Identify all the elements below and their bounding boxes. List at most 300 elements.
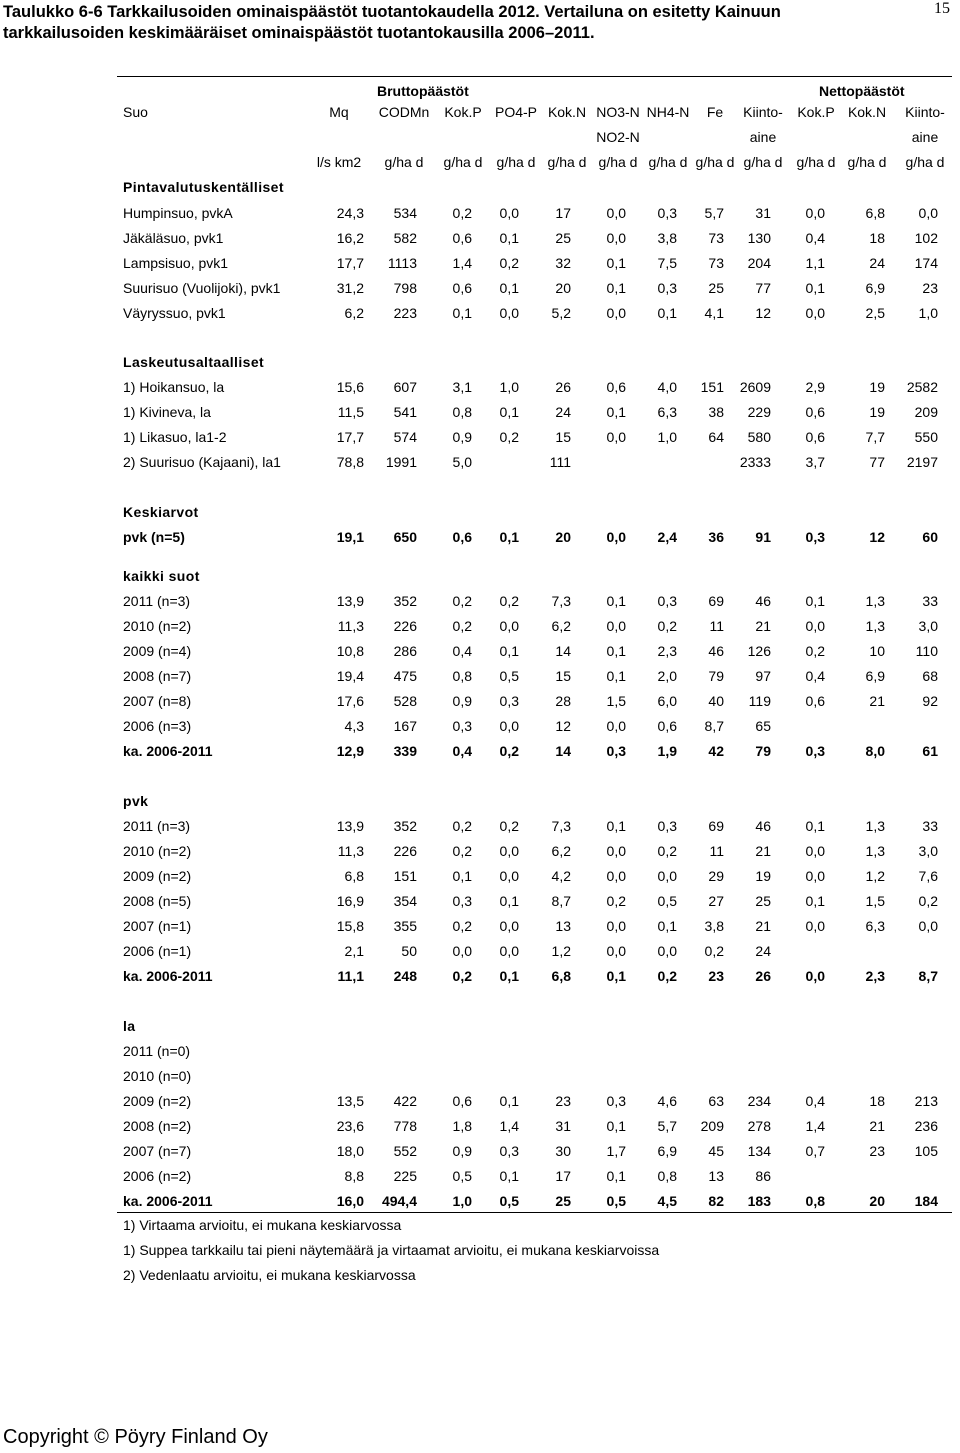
table-cell: 1,8 (452, 1118, 472, 1134)
table-cell: 50 (401, 943, 417, 959)
table-cell: 0,1 (657, 918, 677, 934)
table-cell: 13,5 (336, 1093, 364, 1109)
header-col-3: PO4-P (494, 104, 538, 120)
table-cell: 17,7 (336, 429, 364, 445)
table-cell: 174 (914, 255, 938, 271)
table-cell: 1,7 (606, 1143, 626, 1159)
table-cell: 130 (747, 230, 771, 246)
table-cell: 23,6 (336, 1118, 364, 1134)
table-cell: 0,8 (805, 1193, 825, 1209)
table-cell: 607 (393, 379, 417, 395)
table-cell: 8,0 (865, 743, 885, 759)
table-cell: 25 (755, 893, 771, 909)
table-cell: 18,0 (336, 1143, 364, 1159)
table-cell: 0,2 (452, 618, 472, 634)
table-cell: 0,6 (657, 718, 677, 734)
table-cell: 355 (393, 918, 417, 934)
table-cell: 167 (393, 718, 417, 734)
table-cell: 79 (755, 743, 771, 759)
table-cell: 0,0 (606, 943, 626, 959)
unit-col-2: g/ha d (443, 154, 483, 170)
table-cell: 0,2 (452, 593, 472, 609)
table-cell: 7,3 (551, 818, 571, 834)
table-cell: 0,6 (606, 379, 626, 395)
copyright: Copyright © Pöyry Finland Oy (3, 1426, 268, 1448)
table-cell: 13,9 (336, 593, 364, 609)
table-cell: 126 (747, 643, 771, 659)
table-cell: 0,5 (452, 1168, 472, 1184)
table-cell: 278 (747, 1118, 771, 1134)
header-sub-col-8: aine (749, 129, 777, 145)
table-cell: 119 (748, 693, 771, 709)
table-cell: 0,3 (657, 818, 677, 834)
table-cell: 1,0 (657, 429, 677, 445)
table-cell: 0,7 (805, 1143, 825, 1159)
row-label: 2011 (n=0) (123, 1043, 191, 1059)
table-cell: 20 (869, 1193, 885, 1209)
table-cell: 6,9 (657, 1143, 677, 1159)
table-cell: 0,1 (606, 255, 626, 271)
table-cell: 5,2 (551, 305, 571, 321)
table-cell: 582 (393, 230, 417, 246)
header-col-8: Kiinto- (743, 104, 783, 120)
header-sub-col-5: NO2-N (596, 129, 640, 145)
table-cell: 16,2 (336, 230, 364, 246)
table-cell: 18 (869, 230, 885, 246)
row-label: 2008 (n=5) (123, 893, 192, 909)
table-cell: 0,0 (805, 968, 825, 984)
table-cell: 286 (393, 643, 417, 659)
table-cell: 494,4 (381, 1193, 417, 1209)
table-cell: 0,3 (805, 529, 825, 545)
header-sub-col-11: aine (911, 129, 939, 145)
table-cell: 8,7 (704, 718, 724, 734)
unit-col-7: g/ha d (695, 154, 735, 170)
table-cell: 0,3 (606, 1093, 626, 1109)
table-cell: 0,0 (606, 429, 626, 445)
table-cell: 3,8 (657, 230, 677, 246)
table-cell: 3,7 (805, 454, 825, 470)
table-cell: 0,0 (499, 205, 519, 221)
table-cell: 105 (914, 1143, 938, 1159)
table-cell: 78,8 (336, 454, 364, 470)
table-cell: 11 (709, 618, 724, 634)
table-cell: 3,0 (918, 618, 938, 634)
table-cell: 65 (755, 718, 771, 734)
table-cell: 26 (555, 379, 571, 395)
table-cell: 226 (393, 843, 417, 859)
table-cell: 17 (555, 1168, 571, 1184)
table-cell: 229 (747, 404, 771, 420)
table-cell: 0,0 (805, 618, 825, 634)
table-cell: 234 (747, 1093, 771, 1109)
table-cell: 6,0 (657, 693, 677, 709)
table-cell: 0,0 (606, 529, 626, 545)
table-cell: 422 (393, 1093, 417, 1109)
table-cell: 6,8 (865, 205, 885, 221)
table-cell: 1,3 (865, 618, 885, 634)
row-label: ka. 2006-2011 (123, 743, 213, 759)
table-cell: 6,8 (551, 968, 571, 984)
table-cell: 19 (869, 404, 885, 420)
table-cell: 19 (869, 379, 885, 395)
table-cell: 28 (555, 693, 571, 709)
table-cell: 0,2 (499, 593, 519, 609)
table-cell: 12 (555, 718, 571, 734)
table-cell: 2,5 (865, 305, 885, 321)
table-cell: 204 (747, 255, 771, 271)
table-cell: 0,0 (805, 918, 825, 934)
table-cell: 15 (555, 668, 571, 684)
table-cell: 1,4 (499, 1118, 519, 1134)
table-cell: 11,3 (337, 843, 364, 859)
table-cell: 3,0 (918, 843, 938, 859)
table-cell: 550 (914, 429, 938, 445)
table-cell: 0,9 (452, 429, 472, 445)
table-cell: 3,1 (452, 379, 472, 395)
table-cell: 10 (869, 643, 885, 659)
table-cell: 0,4 (452, 643, 472, 659)
table-cell: 0,0 (805, 843, 825, 859)
unit-col-6: g/ha d (648, 154, 688, 170)
table-cell: 73 (708, 255, 724, 271)
table-cell: 0,3 (805, 743, 825, 759)
table-cell: 38 (708, 404, 724, 420)
header-col-11: Kiinto- (905, 104, 945, 120)
table-cell: 46 (755, 593, 771, 609)
table-cell: 0,1 (606, 1168, 626, 1184)
table-cell: 0,1 (657, 305, 677, 321)
table-cell: 0,3 (657, 205, 677, 221)
table-cell: 23 (922, 280, 938, 296)
table-cell: 11,1 (337, 968, 364, 984)
table-cell: 0,1 (606, 968, 626, 984)
table-cell: 24,3 (336, 205, 364, 221)
table-cell: 1113 (387, 255, 417, 271)
table-cell: 86 (755, 1168, 771, 1184)
table-cell: 0,0 (499, 843, 519, 859)
table-cell: 1,3 (865, 818, 885, 834)
table-cell: 0,6 (805, 693, 825, 709)
table-cell: 69 (708, 593, 724, 609)
row-label: 1) Hoikansuo, la (123, 379, 225, 395)
table-cell: 77 (869, 454, 885, 470)
table-cell: 7,6 (918, 868, 938, 884)
table-cell: 4,5 (657, 1193, 677, 1209)
table-cell: 0,6 (452, 529, 472, 545)
header-col-0: Mq (329, 104, 349, 120)
table-cell: 27 (708, 893, 724, 909)
table-cell: 0,8 (452, 668, 472, 684)
section-keskiarvot: Keskiarvot (123, 504, 199, 520)
row-label: 2008 (n=7) (123, 668, 192, 684)
table-cell: 528 (393, 693, 417, 709)
table-cell: 31 (755, 205, 771, 221)
header-col-9: Kok.P (797, 104, 835, 120)
header-suo: Suo (123, 104, 148, 120)
table-cell: 0,3 (657, 593, 677, 609)
table-cell: 26 (755, 968, 771, 984)
table-cell: 21 (869, 693, 885, 709)
table-cell: 60 (922, 529, 938, 545)
table-cell: 17 (555, 205, 571, 221)
table-cell: 45 (708, 1143, 724, 1159)
table-cell: 0,6 (452, 280, 472, 296)
table-cell: 19,1 (336, 529, 364, 545)
table-cell: 2197 (906, 454, 938, 470)
table-cell: 0,0 (606, 868, 626, 884)
table-cell: 0,0 (606, 205, 626, 221)
table-cell: 32 (555, 255, 571, 271)
table-cell: 33 (922, 818, 938, 834)
section-la: la (123, 1018, 136, 1034)
table-cell: 91 (755, 529, 771, 545)
table-cell: 16,0 (336, 1193, 364, 1209)
table-cell: 4,3 (344, 718, 364, 734)
row-label: 2007 (n=8) (123, 693, 192, 709)
table-cell: 0,3 (452, 718, 472, 734)
page-number: 15 (934, 0, 950, 17)
table-cell: 110 (915, 643, 938, 659)
table-cell: 0,4 (452, 743, 472, 759)
table-cell: 2333 (739, 454, 771, 470)
table-cell: 1,0 (499, 379, 519, 395)
table-cell: 15,8 (336, 918, 364, 934)
table-cell: 24 (555, 404, 571, 420)
row-label: 2) Suurisuo (Kajaani), la1 (123, 454, 281, 470)
table-cell: 0,9 (452, 693, 472, 709)
table-cell: 23 (555, 1093, 571, 1109)
table-cell: 0,2 (499, 818, 519, 834)
table-cell: 31 (555, 1118, 571, 1134)
table-cell: 0,2 (918, 893, 938, 909)
table-cell: 552 (393, 1143, 417, 1159)
table-cell: 11,5 (337, 404, 364, 420)
row-label: Väyryssuo, pvk1 (123, 305, 226, 321)
header-col-7: Fe (706, 104, 724, 120)
table-cell: 23 (708, 968, 724, 984)
table-cell: 0,1 (452, 305, 472, 321)
table-cell: 4,1 (704, 305, 724, 321)
table-cell: 0,1 (606, 668, 626, 684)
table-cell: 21 (755, 618, 771, 634)
table-cell: 40 (708, 693, 724, 709)
table-cell: 68 (922, 668, 938, 684)
title-line-1: Taulukko 6-6 Tarkkailusoiden ominaispäästöt tuotantokaudella 2012. Vertailuna on esitetty Kainuun (3, 3, 781, 21)
table-cell: 46 (708, 643, 724, 659)
table-cell: 0,0 (606, 230, 626, 246)
table-cell: 19 (755, 868, 771, 884)
unit-col-0: l/s km2 (316, 154, 362, 170)
table-cell: 4,2 (551, 868, 571, 884)
table-cell: 0,0 (805, 868, 825, 884)
table-cell: 11,3 (337, 618, 364, 634)
table-cell: 352 (393, 818, 417, 834)
table-cell: 6,9 (865, 280, 885, 296)
table-cell: 25 (708, 280, 724, 296)
table-cell: 69 (708, 818, 724, 834)
table-cell: 0,2 (499, 743, 519, 759)
table-cell: 14 (555, 643, 571, 659)
unit-col-9: g/ha d (796, 154, 836, 170)
row-label: ka. 2006-2011 (123, 968, 213, 984)
table-cell: 0,2 (657, 843, 677, 859)
table-cell: 1,3 (865, 593, 885, 609)
table-cell: 0,2 (657, 968, 677, 984)
table-cell: 0,8 (657, 1168, 677, 1184)
table-cell: 6,3 (657, 404, 677, 420)
table-cell: 778 (393, 1118, 417, 1134)
row-label: Humpinsuo, pvkA (123, 205, 233, 221)
table-cell: 20 (555, 529, 571, 545)
row-label: 2009 (n=2) (123, 868, 192, 884)
table-cell: 12,9 (336, 743, 364, 759)
table-cell: 0,5 (657, 893, 677, 909)
table-cell: 1,2 (865, 868, 885, 884)
unit-col-3: g/ha d (496, 154, 536, 170)
table-cell: 2582 (906, 379, 938, 395)
table-cell: 0,0 (606, 843, 626, 859)
table-cell: 0,2 (704, 943, 724, 959)
table-cell: 2,3 (865, 968, 885, 984)
table-cell: 0,2 (452, 818, 472, 834)
table-cell: 6,2 (344, 305, 364, 321)
unit-col-5: g/ha d (598, 154, 638, 170)
row-label: 2011 (n=3) (123, 593, 191, 609)
header-col-1: CODMn (378, 104, 430, 120)
table-cell: 0,1 (499, 280, 519, 296)
table-cell: 29 (708, 868, 724, 884)
table-bottom-rule (117, 1212, 952, 1213)
table-cell: 25 (555, 230, 571, 246)
table-cell: 12 (755, 305, 771, 321)
table-cell: 21 (869, 1118, 885, 1134)
table-cell: 13,9 (336, 818, 364, 834)
row-label: 2009 (n=4) (123, 643, 192, 659)
table-cell: 0,1 (499, 230, 519, 246)
table-cell: 0,6 (805, 404, 825, 420)
unit-col-10: g/ha d (847, 154, 887, 170)
table-cell: 2,1 (344, 943, 364, 959)
table-cell: 0,0 (606, 718, 626, 734)
table-cell: 223 (393, 305, 417, 321)
table-cell: 0,0 (606, 618, 626, 634)
table-cell: 0,3 (657, 280, 677, 296)
table-cell: 31,2 (336, 280, 364, 296)
table-cell: 8,8 (344, 1168, 364, 1184)
table-cell: 11 (709, 843, 724, 859)
table-cell: 0,0 (499, 718, 519, 734)
table-cell: 2609 (739, 379, 771, 395)
table-cell: 0,2 (452, 205, 472, 221)
table-cell: 17,6 (336, 693, 364, 709)
table-cell: 0,0 (499, 618, 519, 634)
row-label: ka. 2006-2011 (123, 1193, 213, 1209)
table-cell: 0,9 (452, 1143, 472, 1159)
section-kaikki-suot: kaikki suot (123, 568, 200, 584)
table-cell: 15 (555, 429, 571, 445)
table-cell: 0,1 (805, 893, 825, 909)
table-cell: 21 (755, 843, 771, 859)
row-label: 2007 (n=1) (123, 918, 192, 934)
table-cell: 1,1 (805, 255, 825, 271)
table-cell: 0,2 (657, 618, 677, 634)
table-cell: 24 (755, 943, 771, 959)
table-cell: 20 (555, 280, 571, 296)
table-cell: 0,0 (452, 943, 472, 959)
table-cell: 225 (393, 1168, 417, 1184)
row-label: 2006 (n=1) (123, 943, 192, 959)
table-cell: 2,9 (805, 379, 825, 395)
table-cell: 102 (914, 230, 938, 246)
table-cell: 0,5 (499, 1193, 519, 1209)
table-cell: 0,0 (918, 205, 938, 221)
table-cell: 16,9 (336, 893, 364, 909)
table-top-rule (117, 76, 952, 77)
table-cell: 0,0 (606, 918, 626, 934)
row-label: 2010 (n=0) (123, 1068, 192, 1084)
table-cell: 8,7 (918, 968, 938, 984)
table-cell: 5,7 (657, 1118, 677, 1134)
row-label: 2010 (n=2) (123, 843, 192, 859)
table-cell: 1991 (385, 454, 417, 470)
row-label: Suurisuo (Vuolijoki), pvk1 (123, 280, 281, 296)
header-netto: Nettopäästöt (819, 83, 905, 99)
table-cell: 226 (393, 618, 417, 634)
table-cell: 339 (393, 743, 417, 759)
table-cell: 0,0 (657, 868, 677, 884)
table-cell: 64 (708, 429, 724, 445)
table-cell: 183 (747, 1193, 771, 1209)
table-cell: 0,2 (499, 255, 519, 271)
header-col-5: NO3-N (596, 104, 640, 120)
table-cell: 151 (700, 379, 724, 395)
table-cell: 0,0 (606, 305, 626, 321)
table-cell: 475 (393, 668, 417, 684)
table-cell: 0,2 (606, 893, 626, 909)
table-cell: 0,1 (499, 1093, 519, 1109)
table-cell: 10,8 (336, 643, 364, 659)
unit-col-11: g/ha d (905, 154, 945, 170)
footnote-2: 1) Suppea tarkkailu tai pieni näytemäärä ja virtaamat arvioitu, ei mukana keskiarvoissa (123, 1242, 660, 1258)
table-cell: 14 (555, 743, 571, 759)
table-cell: 97 (755, 668, 771, 684)
row-label: Jäkäläsuo, pvk1 (123, 230, 224, 246)
row-label: 2010 (n=2) (123, 618, 192, 634)
table-cell: 0,1 (499, 643, 519, 659)
table-cell: 17,7 (336, 255, 364, 271)
table-cell: 0,2 (452, 918, 472, 934)
table-cell: 6,2 (551, 843, 571, 859)
unit-col-8: g/ha d (743, 154, 783, 170)
table-cell: 0,1 (606, 280, 626, 296)
table-cell: 213 (914, 1093, 938, 1109)
table-cell: 63 (708, 1093, 724, 1109)
table-cell: 6,9 (865, 668, 885, 684)
table-cell: 2,3 (657, 643, 677, 659)
table-cell: 0,2 (499, 429, 519, 445)
table-cell: 7,3 (551, 593, 571, 609)
table-cell: 46 (755, 818, 771, 834)
row-label: 2011 (n=3) (123, 818, 191, 834)
table-cell: 1,5 (865, 893, 885, 909)
table-cell: 0,0 (499, 943, 519, 959)
table-cell: 2,0 (657, 668, 677, 684)
table-cell: 248 (393, 968, 417, 984)
table-cell: 61 (922, 743, 938, 759)
unit-col-1: g/ha d (384, 154, 424, 170)
table-cell: 0,5 (499, 668, 519, 684)
